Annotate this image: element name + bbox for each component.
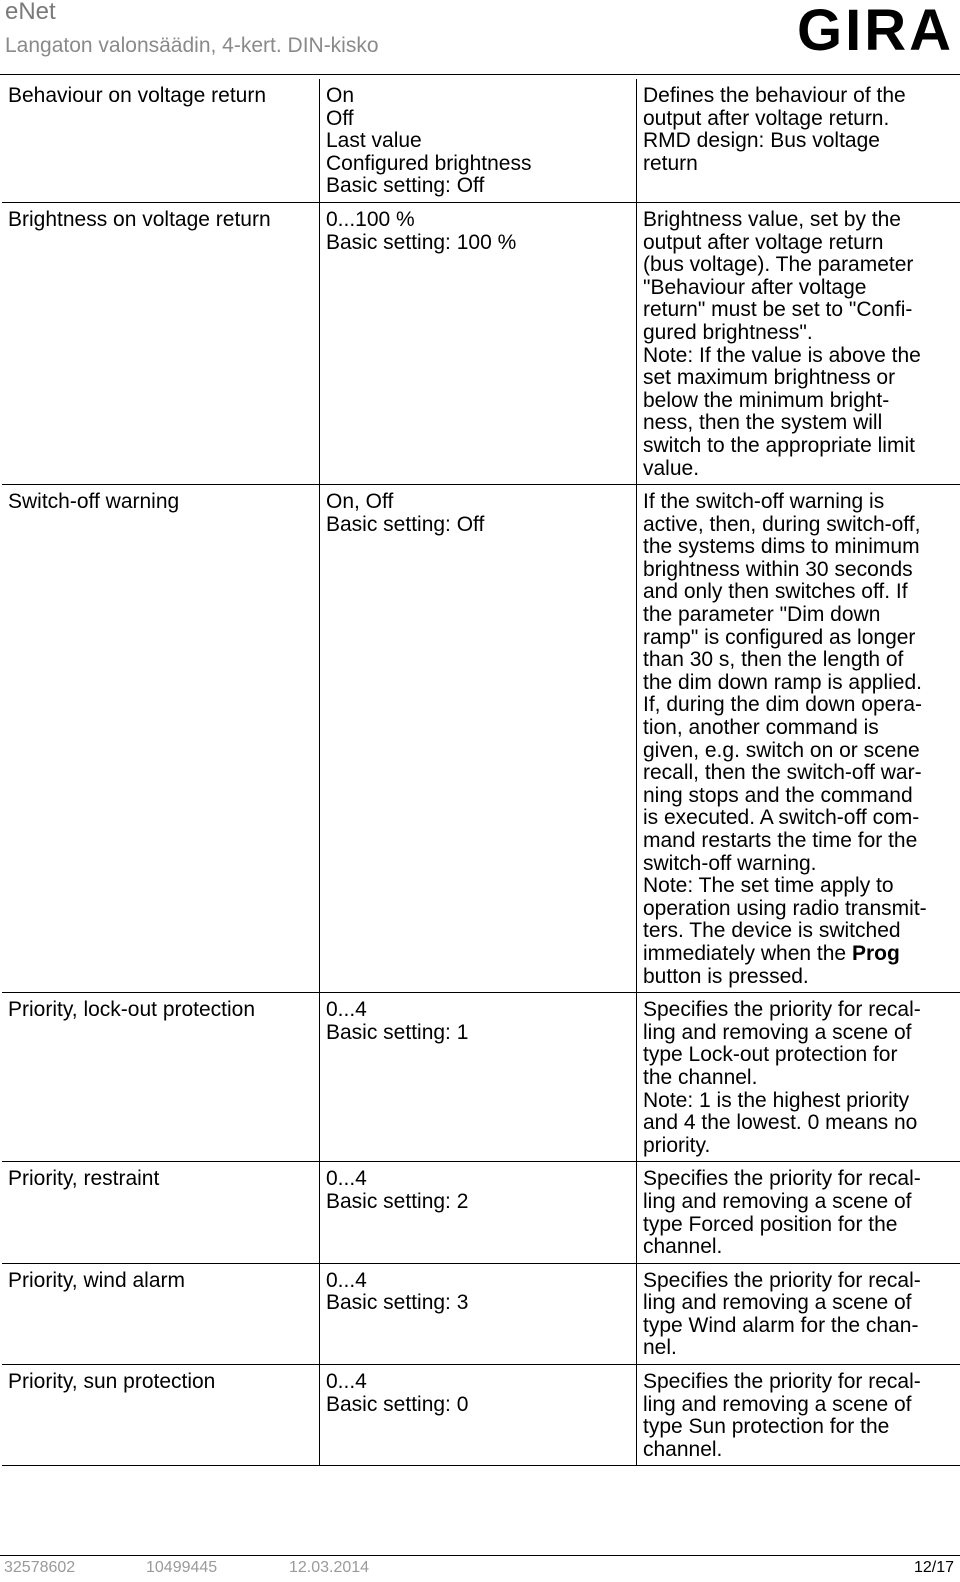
page-footer xyxy=(0,1555,960,1582)
footer-doc-code: 32578602 xyxy=(4,1559,76,1576)
description-text: immediately when the xyxy=(643,941,852,965)
value-line: Basic setting: Off xyxy=(326,174,485,198)
value-line: Basic setting: 2 xyxy=(326,1189,469,1213)
parameter-name: Brightness on voltage return xyxy=(2,202,320,484)
description-line: ning stops and the command xyxy=(643,783,913,807)
value-line: Basic setting: Off xyxy=(326,512,485,536)
parameter-name: Switch-off warning xyxy=(2,485,320,993)
table-row xyxy=(2,993,960,1162)
product-name: eNet xyxy=(5,0,56,25)
description-line: ling and removing a scene of xyxy=(643,1189,912,1213)
description-line: type Wind alarm for the chan- xyxy=(643,1313,919,1337)
description-line: ters. The device is switched xyxy=(643,919,901,943)
description-line: operation using radio transmit- xyxy=(643,896,927,920)
value-line: Last value xyxy=(326,129,422,153)
value-line: 0...4 xyxy=(326,1167,367,1191)
value-line: 0...4 xyxy=(326,998,367,1022)
value-line: Basic setting: 1 xyxy=(326,1020,469,1044)
parameter-description xyxy=(637,79,960,202)
parameter-name: Behaviour on voltage return xyxy=(2,79,320,202)
description-line: ramp" is configured as longer xyxy=(643,625,916,649)
description-line: gured brightness". xyxy=(643,320,813,344)
parameter-name: Priority, wind alarm xyxy=(2,1263,320,1364)
gira-logo xyxy=(776,0,956,58)
description-line: given, e.g. switch on or scene xyxy=(643,738,920,762)
parameter-values xyxy=(320,1162,637,1263)
value-line: On, Off xyxy=(326,490,394,514)
description-line xyxy=(643,943,960,966)
parameter-name: Priority, restraint xyxy=(2,1162,320,1263)
parameter-description xyxy=(637,202,960,484)
value-line: Basic setting: 0 xyxy=(326,1392,469,1416)
description-line: Defines the behaviour of the xyxy=(643,84,906,107)
description-line: and 4 the lowest. 0 means no xyxy=(643,1111,918,1135)
value-line: Basic setting: 3 xyxy=(326,1291,469,1315)
description-line: value. xyxy=(643,456,700,480)
parameter-values xyxy=(320,1365,637,1466)
value-line: On xyxy=(326,84,355,107)
svg-text:GIRA: GIRA xyxy=(797,0,954,58)
parameter-table xyxy=(2,79,960,1466)
description-line: RMD design: Bus voltage xyxy=(643,129,880,153)
description-line: ling and removing a scene of xyxy=(643,1291,912,1315)
description-line: mand restarts the time for the xyxy=(643,829,918,852)
description-line: return xyxy=(643,151,698,175)
footer-article-code: 10499445 xyxy=(146,1559,218,1576)
footer-divider xyxy=(0,1555,960,1556)
description-line: ling and removing a scene of xyxy=(643,1392,912,1416)
parameter-description xyxy=(637,1263,960,1364)
parameter-description xyxy=(637,1162,960,1263)
description-line: the channel. xyxy=(643,1065,758,1089)
parameter-values xyxy=(320,202,637,484)
description-line: type Sun protection for the xyxy=(643,1415,890,1439)
description-line: the dim down ramp is applied. xyxy=(643,670,922,694)
description-line: active, then, during switch-off, xyxy=(643,512,921,536)
description-line: Specifies the priority for recal- xyxy=(643,1370,921,1394)
parameter-description xyxy=(637,993,960,1162)
parameter-name: Priority, lock-out protection xyxy=(2,993,320,1162)
value-line: 0...100 % xyxy=(326,207,415,231)
description-line: button is pressed. xyxy=(643,964,809,988)
table-row xyxy=(2,1365,960,1466)
parameter-values xyxy=(320,79,637,202)
description-line: than 30 s, then the length of xyxy=(643,648,904,672)
product-subtitle: Langaton valonsäädin, 4-kert. DIN-kisko xyxy=(5,34,379,57)
description-line: output after voltage return. xyxy=(643,106,890,130)
description-line: ling and removing a scene of xyxy=(643,1020,912,1044)
description-line: Note: The set time apply to xyxy=(643,874,894,898)
description-line: output after voltage return xyxy=(643,230,884,254)
description-line: (bus voltage). The parameter xyxy=(643,253,914,277)
description-line: Brightness value, set by the xyxy=(643,207,901,231)
table-row xyxy=(2,1263,960,1364)
parameter-name: Priority, sun protection xyxy=(2,1365,320,1466)
value-line: Basic setting: 100 % xyxy=(326,230,517,254)
description-line: "Behaviour after voltage xyxy=(643,275,867,299)
description-line: channel. xyxy=(643,1437,723,1461)
description-line: switch-off warning. xyxy=(643,851,817,875)
table-row xyxy=(2,79,960,202)
description-line: Specifies the priority for recal- xyxy=(643,1268,921,1292)
description-line: switch to the appropriate limit xyxy=(643,433,915,457)
description-line: type Lock-out protection for xyxy=(643,1043,898,1067)
description-line: nel. xyxy=(643,1336,677,1360)
footer-date: 12.03.2014 xyxy=(289,1559,370,1576)
description-line: priority. xyxy=(643,1133,711,1157)
description-line: Specifies the priority for recal- xyxy=(643,998,921,1022)
description-line: channel. xyxy=(643,1235,723,1259)
parameter-values xyxy=(320,485,637,993)
value-line: 0...4 xyxy=(326,1268,367,1292)
description-line: is executed. A switch-off com- xyxy=(643,806,920,830)
table-row xyxy=(2,485,960,993)
description-line: Note: 1 is the highest priority xyxy=(643,1088,910,1112)
description-line: type Forced position for the xyxy=(643,1212,898,1236)
description-line: Specifies the priority for recal- xyxy=(643,1167,921,1191)
page-number: 12/17 xyxy=(913,1559,954,1576)
table-row xyxy=(2,1162,960,1263)
prog-button-label: Prog xyxy=(851,941,900,965)
header-divider xyxy=(0,74,960,75)
parameter-values xyxy=(320,993,637,1162)
value-line: Configured brightness xyxy=(326,151,532,175)
parameter-description xyxy=(637,1365,960,1466)
description-line: the systems dims to minimum xyxy=(643,535,920,559)
value-line: 0...4 xyxy=(326,1370,367,1394)
parameter-values xyxy=(320,1263,637,1364)
description-line: set maximum brightness or xyxy=(643,366,896,390)
description-line: brightness within 30 seconds xyxy=(643,557,913,581)
table-row xyxy=(2,202,960,484)
value-line: Off xyxy=(326,106,354,130)
description-line: the parameter "Dim down xyxy=(643,603,881,627)
description-line: ness, then the system will xyxy=(643,411,883,435)
description-line: recall, then the switch-off war- xyxy=(643,761,922,785)
description-line: If, during the dim down opera- xyxy=(643,693,922,717)
description-line: If the switch-off warning is xyxy=(643,490,885,514)
description-line: below the minimum bright- xyxy=(643,388,890,412)
description-line: return" must be set to "Confi- xyxy=(643,298,913,322)
description-line: Note: If the value is above the xyxy=(643,343,921,367)
description-line: tion, another command is xyxy=(643,716,879,740)
description-line: and only then switches off. If xyxy=(643,580,908,604)
parameter-description xyxy=(637,485,960,993)
